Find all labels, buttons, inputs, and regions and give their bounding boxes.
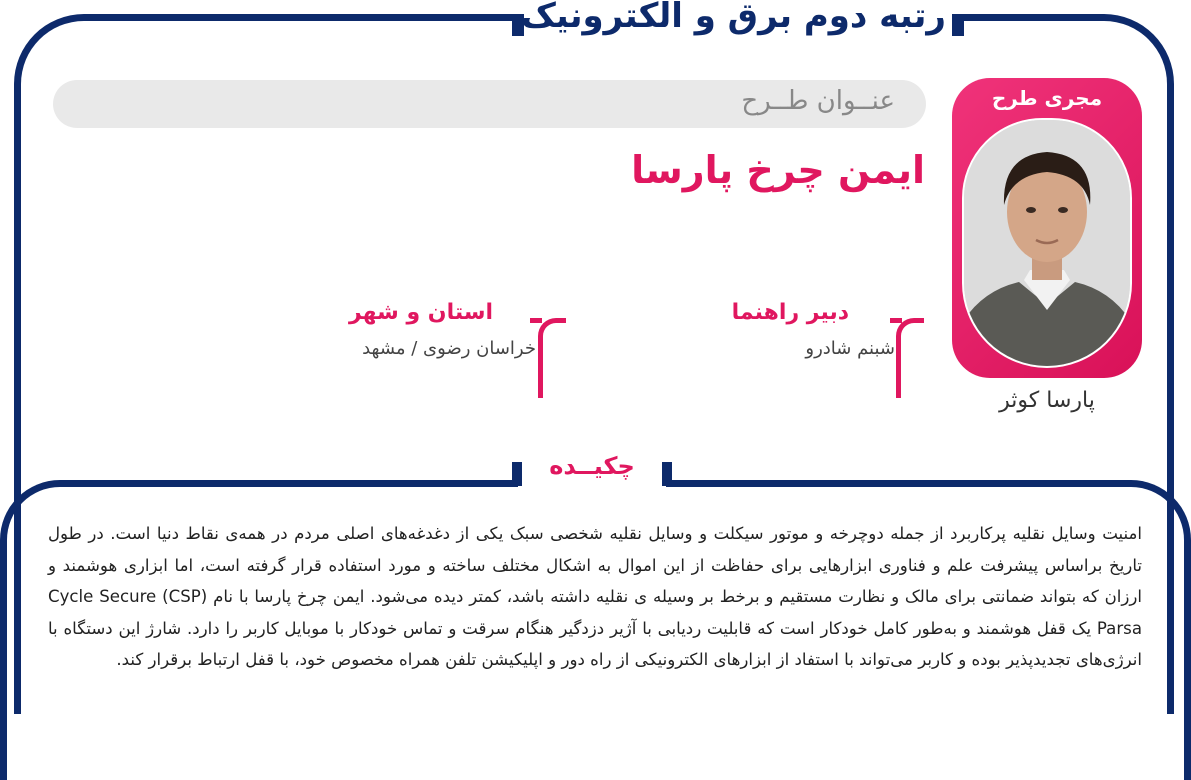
advisor-title: دبیر راهنما: [731, 300, 849, 325]
location-bracket: [538, 318, 566, 398]
advisor-bracket: [896, 318, 924, 398]
location-dash: [530, 318, 542, 323]
category-title: رتبه دوم برق و الکترونیک: [521, 0, 946, 36]
abstract-title: چکیــده: [549, 452, 635, 480]
abstract-cap-right: [662, 462, 672, 486]
presenter-label: مجری طرح: [991, 86, 1103, 110]
abstract-cap-left: [512, 462, 522, 486]
project-label: عنــوان طــرح: [741, 86, 895, 116]
title-cap-right: [952, 14, 964, 36]
location-title: استان و شهر: [348, 300, 493, 325]
advisor-value: شبنم شادرو: [805, 338, 895, 359]
presenter-name: پارسا کوثر: [999, 388, 1095, 413]
project-name: ایمن چرخ پارسا: [631, 148, 925, 192]
presenter-photo: [962, 118, 1132, 368]
abstract-body: امنیت وسایل نقلیه پرکاربرد از جمله دوچرخه و موتور سیکلت و وسایل نقلیه شخصی سبک یکی از دغدغه‌های اصلی مردم در همه‌ی نقاط دنیا است. در طول تاریخ براساس پیشرفت علم و فناوری ابزارهایی برای حفاظت از این اموال به اشکال مختلف ساخته و مورد استفاده قرار گرفته است، اما ابزاری هوشمند و ارزان که بتواند ضمانتی برای مالک و نظارت مستقیم و برخط بر وسیله ی نقلیه داشته باشد، کمتر دیده می‌شود. ایمن چرخ پارسا با نام (CSP) Cycle Secure Parsa یک قفل هوشمند و به‌طور کامل خودکار است که قابلیت ردیابی با آژیر دزدگیر هنگام سرقت و تماس خودکار با موبایل کاربر را دارد. شارژ این دستگاه با انرژی‌های تجدیدپذیر بوده و کاربر می‌تواند با استفاد از ابزارهای الکترونیکی از راه دور و اپلیکیشن تلفن همراه مخصوص خود، با قفل ارتباط برقرار کند.: [48, 524, 1143, 669]
person-portrait-icon: [964, 120, 1130, 366]
location-value: خراسان رضوی / مشهد: [362, 338, 536, 359]
advisor-dash: [890, 318, 902, 323]
